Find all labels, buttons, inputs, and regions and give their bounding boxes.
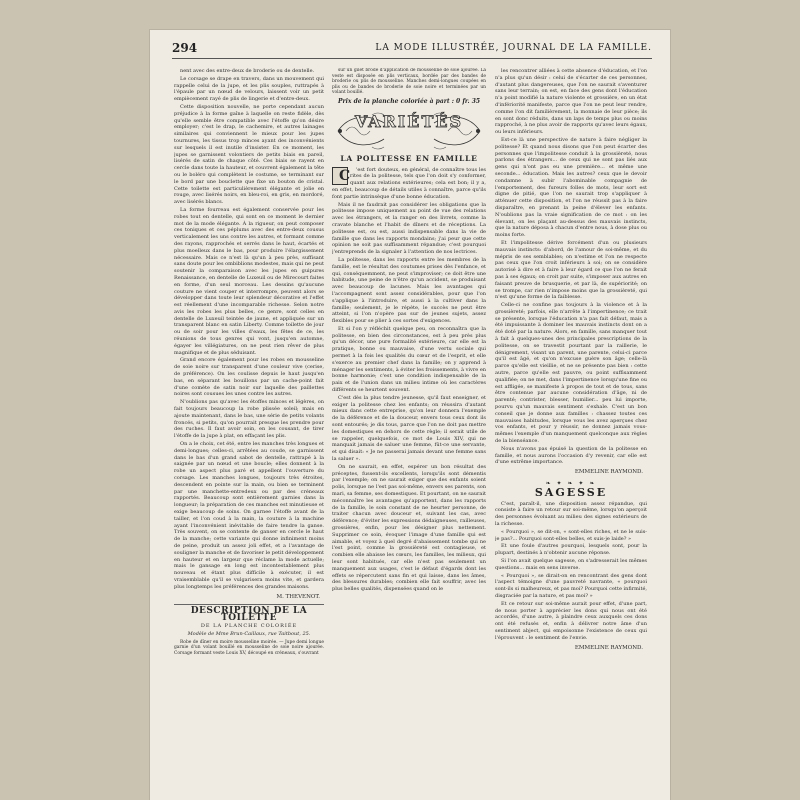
author-signature: M. THEVENOT.: [276, 593, 320, 600]
paragraph: Le corsage se drape en travers, dans un mouvement qui rappelle celui de la jupe, et les plis souples, ruttrapés à l'épaule par un nœud de velours, laissent voir un petit empiècement rayé de plis de lingerie et d'entre-deux.: [174, 75, 324, 103]
paragraph: [332, 167, 486, 201]
description-title: DESCRIPTION DE LA TOILETTE: [174, 604, 324, 622]
paragraph: Mais il ne faudrait pas considérer les obligations que la politesse impose uniquement au point de vue des relations avec les étrangers, et la ranger en des livrets, comme la cravate blanche et l'habit de dîners et de réceptions. La politesse est, ou est, aussi indispensable dans la vie de famille que dans les rapports mondains; j'ai peur que cette opinion ne soit pas suffisamment répandue; c'est pourquoi j'entreprends de la signaler à l'attention de nos lectrices.: [332, 201, 486, 256]
author-signature: EMMELINE RAYMOND.: [574, 644, 643, 651]
price-note: Prix de la planche coloriée à part : 0 fr. 35: [337, 97, 481, 105]
paragraph: les rencontrer alliées à cette absence d'éducation, et l'on n'a plus qu'un désir : celui de s'écarter de ces personnes, d'autant plus dangereuses, que l'on ne saurait s'aventurer sans leur terrain; on est, en face des gens dont l'éducation n'a point modifié la nature violente et grossière, en un état d'infériorité manifeste, parce que l'on ne peut leur rendre, comme l'on dit familièrement, la monnaie de leur pièce; ils en sont donc réduits, dans un laps de temps plus ou moins rapproché, à ne plus avoir de rapports qu'avec leurs égaux, ou leurs inférieurs.: [495, 68, 647, 136]
paragraph-text: 'est fort douteux, en général, de connaître tous les rites de la politesse, tels que l'on doit s'y conformer, quant aux relations extérieures; cela est bon; il y a, en effet, beaucoup de détails utiles à connaître, parce qu'ils font partie intrinsèque d'une bonne éducation.: [332, 166, 486, 200]
paragraph: Est-ce là une perspective de nature à faire négliger la politesse? Et quand nous disons que l'on peut écarter des personnes que l'impolitesse conduit à la grossièreté, nous parlons des étrangers... de ceux qui ne sont pas liés aux gens qui n'ont pas eu une première... et même une seconde... éducation. Mais les autres? ceux que le devoir condamne à subir l'abominable compagnie de l'emportement, des fureurs folles de mots, leur sort est digne de pitié, que l'on ne saurait trop s'appliquer à atténuer cette disposition, et l'on ne réussit pas à la faire disparaître, en prenant la peine d'élever les enfants. N'oublions pas la vraie signification de ce mot : on les élevant, on les plaçant au-dessus des mauvais instincts, que la nature déposa à chacun d'entre nous, à dose plus ou moins forte.: [495, 136, 647, 239]
varietes-banner: [332, 109, 486, 153]
paragraph: « Pourquoi », se dirait-on en rencontrant des gens dont l'aspect témoigne d'une pauvreté navrante, « pourquoi sont-ils si malheureux, et pas moi? Pourquoi cette infirmité, disgraciée par la nature, et pas moi? »: [495, 572, 647, 599]
paragraph: On ne saurait, en effet, espérer un bon résultat des préceptes, fussent-ils excellents, lorsqu'ils sont démentis par l'exemple; on ne saurait exiger que des enfants soient polis, lorsque ne l'est pas soi-même, envers ses parents, son mari, sa femme, ses domestiques. Et pourtant, on ne saurait méconnaître les avantages qu'apportent, dans les rapports de la famille, le soin constant de ne heurter personne, de traiter chacun avec douceur et, suivant les cas, avec déférence; d'éviter les expressions dédaigneuses, railleuses, grossières, enfin, pour les désigner plus nettement. Supprimer ce soin, évoquer l'image d'une famille qui est aimable, et voyez à quel degré d'abaissement tombe qui ne l'est point, comme la grossièreté est contagieuse, et combien elle abaisse les cœurs, les familles, les milieux, qui leur sont habitués, car elle n'est pas seulement un manquement aux usages, c'est le défaut d'égards dont les effets se répercutent sans fin et qui laisse, dans les âmes, des blessures durables; combien elle fait souffrir, avec les plus belles qualités, dispensées quand on le: [332, 463, 486, 593]
section-title: SAGESSE: [534, 485, 608, 499]
paragraph: Cette disposition nouvelle, ne porte cependant aucun préjudice à la forme gaîne à laquelle on reste fidèle, dès qu'elle semble être compatible avec l'étoffe qu'on désire employer; c'est le drap, le cachemire, et autres lainages similaires qui conviennent le mieux pour les jupes tournures, les tissus trop minces ayant des inconvénients sur lesquels il est inutile d'insister. En ce moment, les jupes se garnissent volontiers de petits biais en pareil, lisérés de satin de chaque côté. Ces biais se rayent en cercle dans toute la hauteur, et couvrent également la tête ou le boléro qui complètent le costume, se terminant sur le bord par une bouclette que fixe un bouton de cristal. Cette toilette est particulièrement élégante et jolie en rouge, avec lisérés noirs, en bleu-roi, en gris, en mordoré, avec lisérés blancs.: [174, 103, 324, 206]
column-1: [174, 68, 324, 790]
paragraph: C'est, paraît-il, une disposition assez répandue, qui consiste à faire un retour sur soi-même, lorsqu'on aperçoit des personnes évoluant au milieu des signes extérieurs de la richesse.: [495, 500, 647, 527]
paragraph: Grand encore également pour les robes en mousseline de soie noire sur transparent d'une couleur vive (cerise, de préférence). On les coulisse depuis le haut jusqu'en bas, en séparant les bouillons par un cache-point fait d'une comète de satin noir sur laquelle des paillettes noires sont cousues les unes contre les autres.: [174, 357, 324, 398]
journal-title: LA MODE ILLUSTRÉE, JOURNAL DE LA FAMILLE.: [375, 43, 652, 53]
section-title: VARIÉTÉS: [354, 111, 464, 131]
paragraph: nent avec des entre-deux de broderie ou de dentelle.: [180, 68, 315, 74]
paragraph: Et ce retour sur soi-même aurait pour effet, d'une part, de nous porter à apprécier les dons qui nous ont été accordés, d'une autre, à plaindre ceux auxquels ces dons ont été refusés et, enfin à délivrer notre âme d'un sentiment abject, qui empoisonne l'existence de ceux qui l'éprouvent : le sentiment de l'envie.: [495, 600, 647, 641]
ornament-icon: ❧ ✦ ❧ ✦ ❧: [545, 480, 597, 488]
paragraph: « Pourquoi », se dit-on, « sont-elles riches, et ne le suis-je pas?... Pourquoi sont-elles belles, et suis-je laide? »: [495, 528, 647, 542]
paragraph: Nous n'avons pas épuisé la question de la politesse en famille, et nous aurons l'occasion d'y revenir, car elle est d'une extrême importance.: [495, 445, 647, 466]
column-3: [495, 68, 647, 790]
paragraph: Celle-ci ne confine pas toujours à la violence et à la grossièreté; parfois, elle n'arrête à l'impertinence; ce trait se présente, lorsque l'éducation n'a pas fait défaut, mais a été impuissante à dominer les mauvais instincts dont on a été doté par la nature. Alors, en famille, sans manquer tout à fait à quelques-unes des principales prescriptions de la politesse, on se travestit pourtant par la raillerie, le dénigrement, visant un parent, une parente, celui-ci parce qu'il est âgé, et qu'on n'excuse guère son âge; celle-là parce qu'elle est vieillie, et ne se présente pas bien : cette autre, parce qu'elle est pauvre, ou point suffisamment qualifiée; on ne met, dans l'impertinence lorsqu'une fine ou est affligée, se manifeste à propos de tout et de tous, sans être contenue par aucune considération d'âge, ni de parenté; contrister, blesser, humilier... peu lui importe, pourvu qu'un mauvais sentiment s'exhale. C'est un bon conseil que je donne aux familles : chassez toutes ces mauvaises habitudes, lorsque vous les avez aperçues chez vos enfants, et pour y réussir, ne donnez jamais vous-mêmes l'exemple d'un manquement quelconque aux règles de la bienséance.: [495, 302, 647, 445]
paragraph: Et si l'on y réfléchit quelque peu, on reconnaîtra que la politesse, en bien des circonstances, est à peu près plus qu'un décor, une pure formalité extérieure, car elle est la pratique, bonne ou mauvaise, d'une vertu sociale qui permet à la fois les qualités du cœur et de l'esprit, et elle s'exerce au premier chef dans la famille; on y apprend à ménager les sentiments, à éviter les froissements, à vivre en bonne harmonie; c'est une condition indispensable de la paix et de l'union dans un milieu intime où les caractères différents se heurtent souvent.: [332, 325, 486, 394]
page-number: 294: [172, 41, 198, 55]
page-header: [172, 40, 652, 59]
description-text: Robe de dîner en moire mousseline moirée. — Jupe demi longue garnie d'un volant bouillé en mousseline de soie noire ajourée. Corsage formant veste Louis XV, découpé en créneaux, s'ouvrant: [174, 639, 324, 656]
paragraph: N'oublions pas qu'avec les étoffes minces et légères, on fait toujours beaucoup la robe plissée soleil; mais en ajoute maintenant, dans le bas, une série de petits volants froncés, si petits, qu'on pourrait presque les prendre pour des ruches. Il faut avoir soin, en les cousant, de tirer l'étoffe de la jupe à plat, en effaçant les plis.: [174, 399, 324, 440]
paragraph: Et l'impolitesse dérive forcément d'un ou plusieurs mauvais instincts: d'abord, de l'amour de soi-même, et du mépris de ses semblables; on n'estime et l'on ne respecte pas ceux que l'on croit inférieurs à soi; on se considère autorisé à dire et à faire à leur égard ce que l'on ne ferait pas à ses égaux; on croit par suite, s'imposer aux autres en faisant preuve de brusquerie, et par là, de supériorité; on se trompe, car rien n'impose moins que la grossièreté, qui n'est qu'une forme de la faiblesse.: [495, 239, 647, 301]
author-signature: EMMELINE RAYMOND.: [574, 469, 643, 476]
paragraph: La forme fourreau est également conservée pour les robes tout en dentelle, qui sont en ce moment le dernier mot de la mode élégante. À la rigueur, on peut composer ces toniques et ces péplums avec des entre-deux cousus verticalement les uns contre les autres, et formant comme des rayons, rapprochés et serrés dans le haut, écartés et plus moelleux dans le bas, pour produire l'élargissement nécessaire. Mais ce n'est là qu'un à peu près, suffisant sans doute pour les ombiblions modestes, mais qui ne peut soutenir la comparaison avec les jupes en guipures Renaissance, en dentelle de Luxeuil ou de Mirecourt faites en forme, d'un seul morceau. Les dessins qu'aucune couture ne vient couper et interrompre, peuvent alors se développer dans toute leur splendeur décorative et l'effet est réellement d'une incomparable richesse. Selon notre avis les robes les plus belles, ce genre, sont celles en dentelle de Luxeuil teintée de jaune, et appliquée sur un transparent blanc en satin Liberty. Comme toilette de jour ou de soir pour les villes d'eaux, les fêtes de ce, les réunions de tous genres qui vont, jusqu'en automne, égayer les villégiatures, on ne peut rien rêver de plus magnifique et de plus séduisant.: [174, 206, 324, 356]
paragraph: On a le choix, cet été, entre les manches très longues et demi-longues; celles-ci, arrêtées au coude, se garnissent dans le bas d'un grand sabot de dentelle, rattrapé à la saignée par un nœud et une boucle; elles donnent à la robe un aspect plus paré et appellent l'ouverture du corsage. Les manches longues, toujours très étroites, descendent en pointe sur la main, ou bien se terminent par une manchette-entredeux ou par des créneaux rapportés. Beaucoup sont entièrement garnies dans la longueur; la préparation de ces manches est minutieuse et exige beaucoup de soins. On garnee l'étoffe avant de la tailler, et l'on coud à la main, la couture à la machine ayant l'inconvénient inévitable de faire tendre la ganse. Très souvent, on se contente de ganser en cercle le haut de la manche; cette variante qui donne infiniment moins de peine, produit un assez joli effet, et a l'avantage de souligner la manche et de favoriser le petit développement en hauteur et en largeur que réclame la mode actuelle; mais le gansage en long est incontestablement plus nouveau et étant plus difficile à exécuter, il est vraisemblable qu'il se vulgarisera moins vite, et gardera plus longtemps les préférences des grandes maisons.: [174, 441, 324, 590]
description-subtitle: DE LA PLANCHE COLORIÉE: [200, 622, 298, 629]
drop-cap: C: [332, 167, 348, 185]
article-title: LA POLITESSE EN FAMILLE: [340, 153, 478, 163]
description-model: Modèle de Mme Brun-Caillaux, rue Taitbout, 25.: [187, 630, 311, 637]
column-2: [332, 68, 486, 790]
newspaper-page: [150, 30, 670, 800]
paragraph: La politesse, dans les rapports entre les membres de la famille, est le résultat des coutumes prises dès l'enfance, et qui, conséquemment, ne peut s'improviser; ce doit être une habitude, une peine de n'être qu'un accident, se produisant avec beaucoup de lacunes. Mais les avantages qui l'accompagnent sont assez considérables, pour que l'on s'applique à l'introduire, et aussi à la cultiver dans la famille; seulement, je le répète, le succès ne peut être atteint, si l'on n'opère pas sur de jeunes sujets, assez flexibles pour se plier à ces sortes d'exigences.: [332, 256, 486, 325]
paragraph: Et une foule d'autres pourquoi, lesquels sont, pour la plupart, destinés à n'obtenir aucune réponse.: [495, 543, 647, 557]
paragraph: Si l'on avait quelque sagesse, on s'adresserait les mêmes questions... mais en sens inverse.: [495, 557, 647, 571]
description-continued: sur un gilet brodé d'application de mousseline de soie ajourée. La veste est disposée en plis verticaux, bordée par des bandes de broderie ou plis de mousseline. Manches demi-longues coupées en plis ou de bandes de broderie de soie noire et terminées par un volant bouillé.: [332, 68, 486, 96]
paragraph: C'est dès la plus tendre jeunesse, qu'il faut enseigner, et exiger la politesse chez les enfants; on réussira d'autant mieux dans cette entreprise, qu'on leur donnera l'exemple de la déférence et de la douceur, envers tous ceux dont ils sont entourés; je dis tous, parce que l'on ne doit pas mettre les domestiques en dehors de cette règle; il serait utile de se rappeler, quelquefois, ce mot de Louis XIV, qui ne manquait jamais de saluer une femme, fût-ce une servante, et qui disait: « Je ne passerai jamais devant une femme sans la saluer ».: [332, 394, 486, 463]
